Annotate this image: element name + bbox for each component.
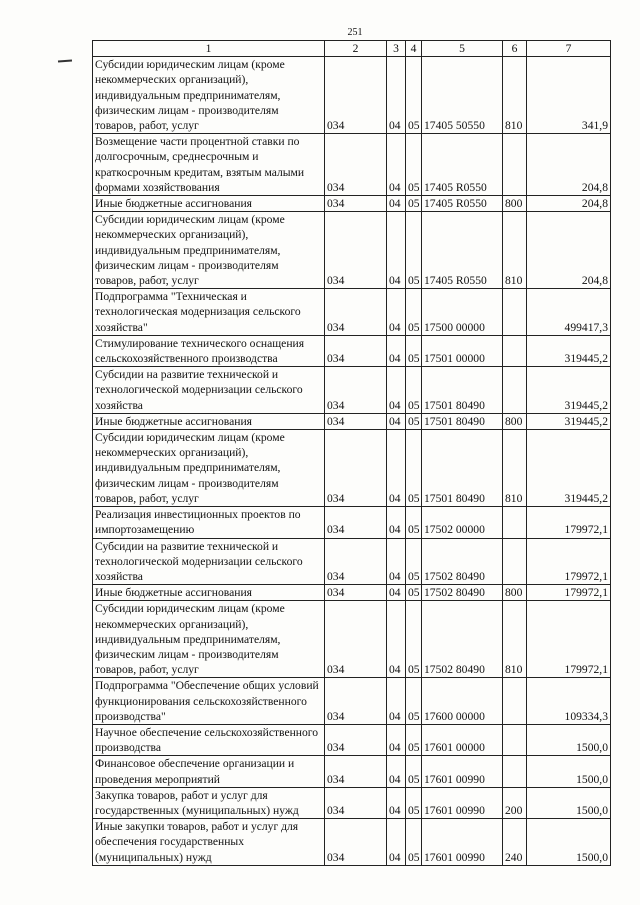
target-article-code: 17501 80490 [422,430,503,507]
section-code: 04 [387,212,406,289]
section-code: 04 [387,430,406,507]
section-code: 04 [387,787,406,818]
amount: 319445,2 [527,413,611,429]
expense-type-code: 800 [503,413,527,429]
table-row [93,57,611,134]
table-row [93,601,611,678]
budget-table [92,40,611,866]
amount: 1500,0 [527,756,611,787]
subsection-code: 05 [406,787,422,818]
table-row [93,212,611,289]
amount: 179972,1 [527,538,611,585]
subsection-code: 05 [406,507,422,538]
subsection-code: 05 [406,413,422,429]
subsection-code: 05 [406,538,422,585]
section-code: 04 [387,134,406,196]
row-name: Финансовое обеспечение организации и проведения мероприятий [93,756,325,787]
row-name: Реализация инвестиционных проектов по импортозамещению [93,507,325,538]
subsection-code: 05 [406,585,422,601]
table-row [93,538,611,585]
expense-type-code [503,678,527,725]
table-row [93,756,611,787]
admin-code: 034 [325,212,387,289]
subsection-code: 05 [406,430,422,507]
admin-code: 034 [325,367,387,414]
section-code: 04 [387,678,406,725]
admin-code: 034 [325,601,387,678]
target-article-code: 17502 80490 [422,538,503,585]
table-row [93,430,611,507]
row-name: Иные бюджетные ассигнования [93,413,325,429]
table-row [93,413,611,429]
amount: 204,8 [527,212,611,289]
column-header: 5 [422,41,503,57]
subsection-code: 05 [406,367,422,414]
section-code: 04 [387,413,406,429]
column-header: 3 [387,41,406,57]
subsection-code: 05 [406,819,422,866]
admin-code: 034 [325,134,387,196]
table-row [93,289,611,336]
admin-code: 034 [325,196,387,212]
amount: 204,8 [527,134,611,196]
row-name: Подпрограмма "Обеспечение общих условий функционирования сельскохозяйственного производства" [93,678,325,725]
admin-code: 034 [325,819,387,866]
target-article-code: 17405 R0550 [422,134,503,196]
subsection-code: 05 [406,196,422,212]
amount: 1500,0 [527,819,611,866]
row-name: Субсидии юридическим лицам (кроме некоммерческих организаций), индивидуальным предпринимателям, физическим лицам - производителям товаров, работ, услуг [93,57,325,134]
amount: 179972,1 [527,585,611,601]
expense-type-code: 810 [503,57,527,134]
subsection-code: 05 [406,678,422,725]
subsection-code: 05 [406,134,422,196]
subsection-code: 05 [406,724,422,755]
table-row [93,585,611,601]
expense-type-code [503,756,527,787]
section-code: 04 [387,507,406,538]
row-name: Закупка товаров, работ и услуг для государственных (муниципальных) нужд [93,787,325,818]
amount: 319445,2 [527,335,611,366]
admin-code: 034 [325,57,387,134]
admin-code: 034 [325,585,387,601]
row-name: Подпрограмма "Техническая и технологическая модернизация сельского хозяйства" [93,289,325,336]
table-body [93,57,611,866]
amount: 341,9 [527,57,611,134]
column-header: 4 [406,41,422,57]
table-row [93,724,611,755]
amount: 204,8 [527,196,611,212]
amount: 499417,3 [527,289,611,336]
target-article-code: 17600 00000 [422,678,503,725]
target-article-code: 17601 00990 [422,756,503,787]
section-code: 04 [387,538,406,585]
target-article-code: 17501 00000 [422,335,503,366]
expense-type-code [503,724,527,755]
expense-type-code: 800 [503,585,527,601]
section-code: 04 [387,819,406,866]
admin-code: 034 [325,538,387,585]
section-code: 04 [387,601,406,678]
row-name: Возмещение части процентной ставки по долгосрочным, среднесрочным и краткосрочным кредитам, взятым малыми формами хозяйствования [93,134,325,196]
expense-type-code: 800 [503,196,527,212]
table-row [93,507,611,538]
header-row [93,41,611,57]
expense-type-code [503,367,527,414]
expense-type-code: 810 [503,212,527,289]
expense-type-code [503,335,527,366]
target-article-code: 17502 80490 [422,585,503,601]
target-article-code: 17500 00000 [422,289,503,336]
amount: 1500,0 [527,724,611,755]
expense-type-code: 200 [503,787,527,818]
target-article-code: 17501 80490 [422,413,503,429]
subsection-code: 05 [406,335,422,366]
target-article-code: 17405 50550 [422,57,503,134]
admin-code: 034 [325,756,387,787]
subsection-code: 05 [406,212,422,289]
expense-type-code: 240 [503,819,527,866]
table-row [93,196,611,212]
subsection-code: 05 [406,756,422,787]
expense-type-code [503,507,527,538]
amount: 179972,1 [527,601,611,678]
section-code: 04 [387,335,406,366]
table-row [93,335,611,366]
amount: 179972,1 [527,507,611,538]
section-code: 04 [387,196,406,212]
row-name: Иные бюджетные ассигнования [93,585,325,601]
admin-code: 034 [325,507,387,538]
target-article-code: 17601 00000 [422,724,503,755]
section-code: 04 [387,585,406,601]
target-article-code: 17601 00990 [422,787,503,818]
table-row [93,787,611,818]
admin-code: 034 [325,787,387,818]
section-code: 04 [387,57,406,134]
table-row [93,367,611,414]
expense-type-code: 810 [503,601,527,678]
amount: 319445,2 [527,430,611,507]
subsection-code: 05 [406,57,422,134]
table-row [93,678,611,725]
table-row [93,819,611,866]
amount: 319445,2 [527,367,611,414]
subsection-code: 05 [406,289,422,336]
row-name: Иные бюджетные ассигнования [93,196,325,212]
row-name: Субсидии на развитие технической и технологической модернизации сельского хозяйства [93,538,325,585]
admin-code: 034 [325,430,387,507]
admin-code: 034 [325,678,387,725]
admin-code: 034 [325,413,387,429]
scan-mark [58,60,72,63]
row-name: Иные закупки товаров, работ и услуг для обеспечения государственных (муниципальных) нужд [93,819,325,866]
section-code: 04 [387,367,406,414]
column-header: 1 [93,41,325,57]
page-number: 251 [347,27,363,38]
target-article-code: 17501 80490 [422,367,503,414]
section-code: 04 [387,756,406,787]
target-article-code: 17405 R0550 [422,212,503,289]
target-article-code: 17502 00000 [422,507,503,538]
row-name: Стимулирование технического оснащения сельскохозяйственного производства [93,335,325,366]
admin-code: 034 [325,724,387,755]
column-header: 2 [325,41,387,57]
subsection-code: 05 [406,601,422,678]
table-row [93,134,611,196]
row-name: Субсидии юридическим лицам (кроме некоммерческих организаций), индивидуальным предпринимателям, физическим лицам - производителям товаров, работ, услуг [93,430,325,507]
target-article-code: 17502 80490 [422,601,503,678]
expense-type-code [503,538,527,585]
row-name: Субсидии юридическим лицам (кроме некоммерческих организаций), индивидуальным предпринимателям, физическим лицам - производителям товаров, работ, услуг [93,212,325,289]
target-article-code: 17601 00990 [422,819,503,866]
admin-code: 034 [325,335,387,366]
expense-type-code: 810 [503,430,527,507]
row-name: Научное обеспечение сельскохозяйственного производства [93,724,325,755]
section-code: 04 [387,724,406,755]
column-header: 7 [527,41,611,57]
row-name: Субсидии юридическим лицам (кроме некоммерческих организаций), индивидуальным предпринимателям, физическим лицам - производителям товаров, работ, услуг [93,601,325,678]
amount: 109334,3 [527,678,611,725]
column-header: 6 [503,41,527,57]
section-code: 04 [387,289,406,336]
target-article-code: 17405 R0550 [422,196,503,212]
expense-type-code [503,134,527,196]
amount: 1500,0 [527,787,611,818]
row-name: Субсидии на развитие технической и технологической модернизации сельского хозяйства [93,367,325,414]
expense-type-code [503,289,527,336]
admin-code: 034 [325,289,387,336]
